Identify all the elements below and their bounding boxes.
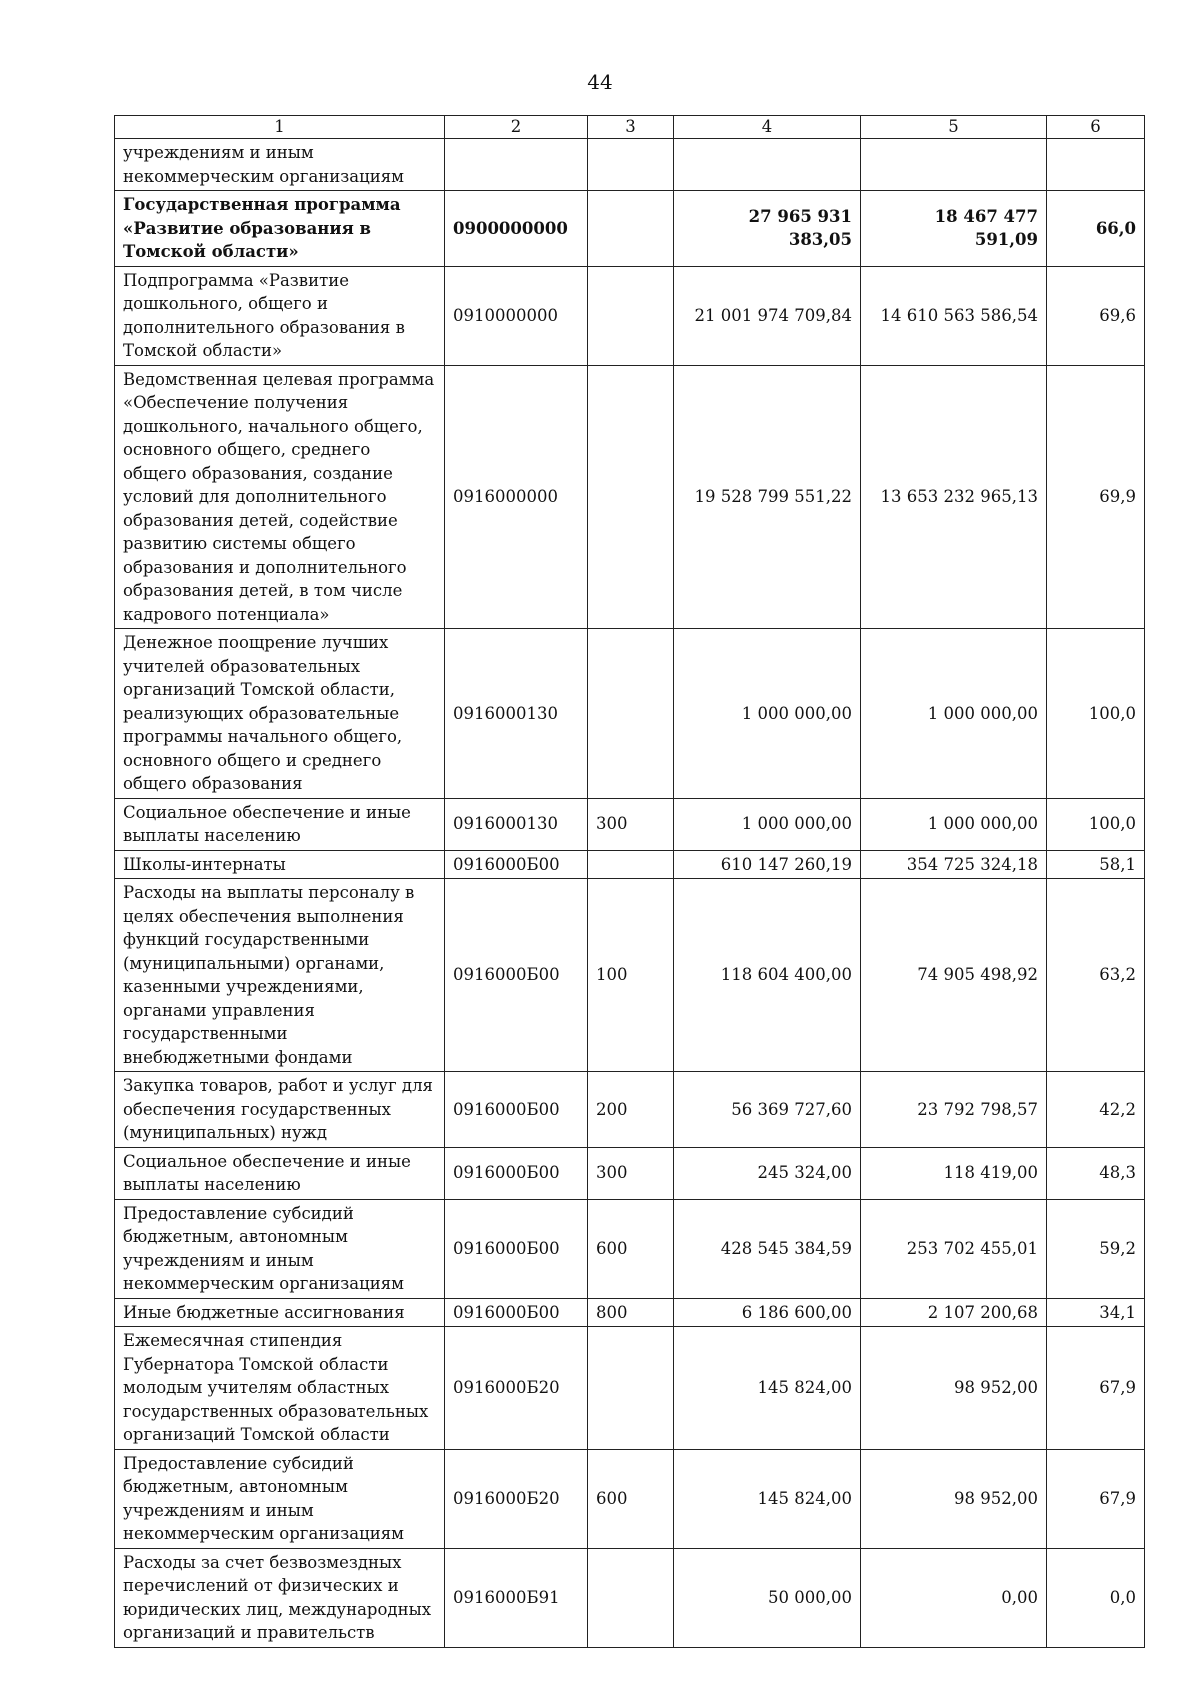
row-actual-amount-cell: 253 702 455,01 <box>861 1199 1047 1298</box>
row-percent-cell: 48,3 <box>1047 1147 1145 1199</box>
table-row <box>115 266 1145 365</box>
row-plan-amount-cell: 50 000,00 <box>674 1548 861 1647</box>
row-actual-amount-cell: 1 000 000,00 <box>861 629 1047 799</box>
row-expense-type-cell <box>588 629 674 799</box>
row-name-cell: Подпрограмма «Развитие дошкольного, общего и дополнительного образования в Томской области» <box>115 266 445 365</box>
row-name-cell: Расходы на выплаты персоналу в целях обеспечения выполнения функций государственными (муниципальными) органами, казенными учреждениями, органами управления государственными внебюджетными фондами <box>115 879 445 1072</box>
table-row <box>115 879 1145 1072</box>
column-header: 6 <box>1047 116 1145 139</box>
column-header: 5 <box>861 116 1047 139</box>
row-expense-type-cell: 100 <box>588 879 674 1072</box>
row-name-cell: Социальное обеспечение и иные выплаты населению <box>115 1147 445 1199</box>
row-code-cell: 0910000000 <box>445 266 588 365</box>
row-name-cell: Иные бюджетные ассигнования <box>115 1298 445 1327</box>
row-plan-amount-cell: 56 369 727,60 <box>674 1072 861 1148</box>
table-row <box>115 139 1145 191</box>
row-expense-type-cell <box>588 1548 674 1647</box>
row-percent-cell: 69,6 <box>1047 266 1145 365</box>
table-row <box>115 1327 1145 1450</box>
row-expense-type-cell <box>588 266 674 365</box>
column-header: 4 <box>674 116 861 139</box>
row-percent-cell: 67,9 <box>1047 1449 1145 1548</box>
row-code-cell: 0916000Б91 <box>445 1548 588 1647</box>
row-code-cell: 0916000Б00 <box>445 1147 588 1199</box>
row-percent-cell: 100,0 <box>1047 798 1145 850</box>
row-code-cell: 0916000Б00 <box>445 879 588 1072</box>
row-plan-amount-cell: 428 545 384,59 <box>674 1199 861 1298</box>
row-expense-type-cell <box>588 139 674 191</box>
column-header: 1 <box>115 116 445 139</box>
row-percent-cell <box>1047 139 1145 191</box>
row-expense-type-cell <box>588 365 674 629</box>
row-code-cell: 0916000Б00 <box>445 1072 588 1148</box>
row-plan-amount-cell: 118 604 400,00 <box>674 879 861 1072</box>
table-row <box>115 1548 1145 1647</box>
row-actual-amount-cell: 354 725 324,18 <box>861 850 1047 879</box>
row-expense-type-cell: 600 <box>588 1199 674 1298</box>
row-code-cell: 0900000000 <box>445 191 588 267</box>
row-percent-cell: 100,0 <box>1047 629 1145 799</box>
row-name-cell: Расходы за счет безвозмездных перечислений от физических и юридических лиц, международных организаций и правительств <box>115 1548 445 1647</box>
row-name-cell: Денежное поощрение лучших учителей образовательных организаций Томской области, реализующих образовательные программы начального общего, основного общего и среднего общего образования <box>115 629 445 799</box>
row-plan-amount-cell: 6 186 600,00 <box>674 1298 861 1327</box>
column-header: 3 <box>588 116 674 139</box>
row-actual-amount-cell: 14 610 563 586,54 <box>861 266 1047 365</box>
row-code-cell <box>445 139 588 191</box>
row-code-cell: 0916000Б00 <box>445 1199 588 1298</box>
row-actual-amount-cell: 1 000 000,00 <box>861 798 1047 850</box>
row-plan-amount-cell: 27 965 931 383,05 <box>674 191 861 267</box>
row-actual-amount-cell: 0,00 <box>861 1548 1047 1647</box>
row-plan-amount-cell: 610 147 260,19 <box>674 850 861 879</box>
row-code-cell: 0916000130 <box>445 629 588 799</box>
row-percent-cell: 42,2 <box>1047 1072 1145 1148</box>
row-plan-amount-cell: 1 000 000,00 <box>674 798 861 850</box>
row-percent-cell: 63,2 <box>1047 879 1145 1072</box>
row-name-cell: Школы-интернаты <box>115 850 445 879</box>
row-name-cell: Предоставление субсидий бюджетным, автономным учреждениям и иным некоммерческим организациям <box>115 1199 445 1298</box>
table-row <box>115 365 1145 629</box>
row-plan-amount-cell: 245 324,00 <box>674 1147 861 1199</box>
row-percent-cell: 58,1 <box>1047 850 1145 879</box>
row-expense-type-cell <box>588 191 674 267</box>
row-expense-type-cell: 300 <box>588 1147 674 1199</box>
row-plan-amount-cell: 145 824,00 <box>674 1327 861 1450</box>
row-code-cell: 0916000Б00 <box>445 1298 588 1327</box>
row-expense-type-cell: 600 <box>588 1449 674 1548</box>
row-actual-amount-cell: 23 792 798,57 <box>861 1072 1047 1148</box>
row-actual-amount-cell: 98 952,00 <box>861 1327 1047 1450</box>
row-percent-cell: 67,9 <box>1047 1327 1145 1450</box>
page-number: 44 <box>587 70 613 94</box>
table-row <box>115 1449 1145 1548</box>
row-code-cell: 0916000Б00 <box>445 850 588 879</box>
row-expense-type-cell: 800 <box>588 1298 674 1327</box>
row-plan-amount-cell: 19 528 799 551,22 <box>674 365 861 629</box>
column-header: 2 <box>445 116 588 139</box>
row-code-cell: 0916000000 <box>445 365 588 629</box>
table-row <box>115 850 1145 879</box>
row-percent-cell: 59,2 <box>1047 1199 1145 1298</box>
row-actual-amount-cell: 98 952,00 <box>861 1449 1047 1548</box>
table-row <box>115 1072 1145 1148</box>
row-name-cell: учреждениям и иным некоммерческим организациям <box>115 139 445 191</box>
row-plan-amount-cell: 21 001 974 709,84 <box>674 266 861 365</box>
row-plan-amount-cell: 1 000 000,00 <box>674 629 861 799</box>
row-actual-amount-cell: 118 419,00 <box>861 1147 1047 1199</box>
table-row <box>115 1298 1145 1327</box>
row-actual-amount-cell: 74 905 498,92 <box>861 879 1047 1072</box>
row-name-cell: Закупка товаров, работ и услуг для обеспечения государственных (муниципальных) нужд <box>115 1072 445 1148</box>
row-code-cell: 0916000130 <box>445 798 588 850</box>
row-actual-amount-cell: 13 653 232 965,13 <box>861 365 1047 629</box>
row-percent-cell: 66,0 <box>1047 191 1145 267</box>
row-code-cell: 0916000Б20 <box>445 1449 588 1548</box>
row-actual-amount-cell: 2 107 200,68 <box>861 1298 1047 1327</box>
row-plan-amount-cell: 145 824,00 <box>674 1449 861 1548</box>
row-percent-cell: 69,9 <box>1047 365 1145 629</box>
row-actual-amount-cell <box>861 139 1047 191</box>
row-name-cell: Государственная программа «Развитие образования в Томской области» <box>115 191 445 267</box>
header-row <box>115 116 1145 139</box>
row-percent-cell: 34,1 <box>1047 1298 1145 1327</box>
row-name-cell: Предоставление субсидий бюджетным, автономным учреждениям и иным некоммерческим организациям <box>115 1449 445 1548</box>
row-actual-amount-cell: 18 467 477 591,09 <box>861 191 1047 267</box>
table-row <box>115 629 1145 799</box>
row-expense-type-cell: 300 <box>588 798 674 850</box>
row-name-cell: Социальное обеспечение и иные выплаты населению <box>115 798 445 850</box>
row-code-cell: 0916000Б20 <box>445 1327 588 1450</box>
table-row <box>115 798 1145 850</box>
table-row <box>115 191 1145 267</box>
budget-table <box>114 115 1145 1648</box>
table-body <box>115 139 1145 1648</box>
row-expense-type-cell <box>588 850 674 879</box>
row-plan-amount-cell <box>674 139 861 191</box>
row-name-cell: Ежемесячная стипендия Губернатора Томской области молодым учителям областных государственных образовательных организаций Томской области <box>115 1327 445 1450</box>
row-expense-type-cell <box>588 1327 674 1450</box>
table-row <box>115 1199 1145 1298</box>
table-row <box>115 1147 1145 1199</box>
row-name-cell: Ведомственная целевая программа «Обеспечение получения дошкольного, начального общего, основного общего, среднего общего образования, создание условий для дополнительного образования детей, содействие развитию системы общего образования и дополнительного образования детей, в том числе кадрового потенциала» <box>115 365 445 629</box>
row-expense-type-cell: 200 <box>588 1072 674 1148</box>
row-percent-cell: 0,0 <box>1047 1548 1145 1647</box>
